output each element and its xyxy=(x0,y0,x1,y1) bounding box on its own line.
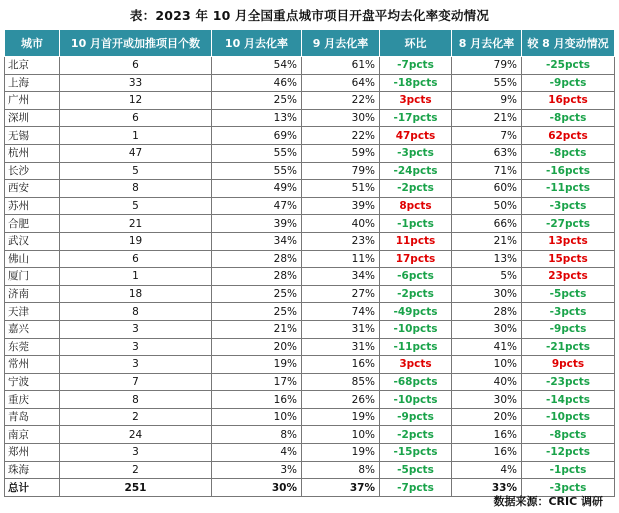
cell-vs-aug-change: -27pcts xyxy=(522,215,615,233)
cell-aug-rate: 40% xyxy=(452,373,522,391)
cell-sep-rate: 37% xyxy=(302,479,380,497)
table-row xyxy=(5,197,615,215)
cell-city: 济南 xyxy=(5,285,60,303)
cell-oct-rate: 21% xyxy=(212,320,302,338)
cell-city: 厦门 xyxy=(5,268,60,286)
col-header-oct: 10 月去化率 xyxy=(212,30,302,57)
cell-sep-rate: 79% xyxy=(302,162,380,180)
cell-city: 南京 xyxy=(5,426,60,444)
cell-count: 5 xyxy=(60,162,212,180)
cell-vs-aug-change: -10pcts xyxy=(522,408,615,426)
cell-oct-rate: 25% xyxy=(212,92,302,110)
cell-sep-rate: 40% xyxy=(302,215,380,233)
cell-vs-aug-change: -12pcts xyxy=(522,444,615,462)
cell-sep-rate: 11% xyxy=(302,250,380,268)
cell-oct-rate: 8% xyxy=(212,426,302,444)
cell-mom-change: -2pcts xyxy=(380,426,452,444)
cell-sep-rate: 22% xyxy=(302,92,380,110)
cell-sep-rate: 59% xyxy=(302,144,380,162)
table-row xyxy=(5,215,615,233)
cell-aug-rate: 16% xyxy=(452,426,522,444)
cell-oct-rate: 25% xyxy=(212,285,302,303)
cell-vs-aug-change: -25pcts xyxy=(522,57,615,75)
cell-mom-change: -6pcts xyxy=(380,268,452,286)
cell-mom-change: 8pcts xyxy=(380,197,452,215)
cell-mom-change: -17pcts xyxy=(380,109,452,127)
cell-mom-change: 11pcts xyxy=(380,232,452,250)
col-header-vs-aug: 较 8 月变动情况 xyxy=(522,30,615,57)
cell-city: 上海 xyxy=(5,74,60,92)
cell-vs-aug-change: -9pcts xyxy=(522,74,615,92)
table-row xyxy=(5,268,615,286)
cell-count: 47 xyxy=(60,144,212,162)
cell-mom-change: 47pcts xyxy=(380,127,452,145)
cell-count: 19 xyxy=(60,232,212,250)
cell-city: 宁波 xyxy=(5,373,60,391)
table-row xyxy=(5,461,615,479)
cell-vs-aug-change: -14pcts xyxy=(522,391,615,409)
cell-vs-aug-change: -8pcts xyxy=(522,426,615,444)
cell-mom-change: 3pcts xyxy=(380,92,452,110)
cell-sep-rate: 85% xyxy=(302,373,380,391)
cell-count: 3 xyxy=(60,320,212,338)
cell-sep-rate: 61% xyxy=(302,57,380,75)
cell-sep-rate: 19% xyxy=(302,444,380,462)
cell-oct-rate: 17% xyxy=(212,373,302,391)
col-header-sep: 9 月去化率 xyxy=(302,30,380,57)
cell-mom-change: -10pcts xyxy=(380,320,452,338)
cell-city: 佛山 xyxy=(5,250,60,268)
cell-count: 18 xyxy=(60,285,212,303)
cell-aug-rate: 30% xyxy=(452,285,522,303)
cell-vs-aug-change: -3pcts xyxy=(522,197,615,215)
cell-oct-rate: 16% xyxy=(212,391,302,409)
cell-sep-rate: 31% xyxy=(302,320,380,338)
cell-count: 3 xyxy=(60,356,212,374)
cell-count: 33 xyxy=(60,74,212,92)
cell-oct-rate: 39% xyxy=(212,215,302,233)
cell-aug-rate: 4% xyxy=(452,461,522,479)
cell-oct-rate: 55% xyxy=(212,144,302,162)
cell-oct-rate: 28% xyxy=(212,250,302,268)
col-header-count: 10 月首开或加推项目个数 xyxy=(60,30,212,57)
cell-oct-rate: 46% xyxy=(212,74,302,92)
table-row xyxy=(5,285,615,303)
cell-oct-rate: 28% xyxy=(212,268,302,286)
cell-vs-aug-change: -9pcts xyxy=(522,320,615,338)
cell-aug-rate: 10% xyxy=(452,356,522,374)
cell-aug-rate: 13% xyxy=(452,250,522,268)
cell-aug-rate: 66% xyxy=(452,215,522,233)
cell-mom-change: -18pcts xyxy=(380,74,452,92)
cell-mom-change: -15pcts xyxy=(380,444,452,462)
cell-vs-aug-change: 23pcts xyxy=(522,268,615,286)
cell-city: 深圳 xyxy=(5,109,60,127)
cell-sep-rate: 64% xyxy=(302,74,380,92)
table-row xyxy=(5,250,615,268)
cell-vs-aug-change: 15pcts xyxy=(522,250,615,268)
cell-mom-change: -2pcts xyxy=(380,180,452,198)
cell-vs-aug-change: 9pcts xyxy=(522,356,615,374)
cell-aug-rate: 79% xyxy=(452,57,522,75)
cell-aug-rate: 60% xyxy=(452,180,522,198)
table-row xyxy=(5,57,615,75)
cell-mom-change: -49pcts xyxy=(380,303,452,321)
cell-oct-rate: 49% xyxy=(212,180,302,198)
cell-vs-aug-change: 13pcts xyxy=(522,232,615,250)
cell-aug-rate: 50% xyxy=(452,197,522,215)
cell-aug-rate: 30% xyxy=(452,391,522,409)
cell-city: 北京 xyxy=(5,57,60,75)
cell-sep-rate: 34% xyxy=(302,268,380,286)
cell-aug-rate: 21% xyxy=(452,109,522,127)
table-row xyxy=(5,356,615,374)
cell-vs-aug-change: -21pcts xyxy=(522,338,615,356)
cell-mom-change: -3pcts xyxy=(380,144,452,162)
cell-oct-rate: 34% xyxy=(212,232,302,250)
cell-aug-rate: 28% xyxy=(452,303,522,321)
cell-mom-change: -9pcts xyxy=(380,408,452,426)
table-row xyxy=(5,303,615,321)
cell-vs-aug-change: -23pcts xyxy=(522,373,615,391)
cell-vs-aug-change: -1pcts xyxy=(522,461,615,479)
cell-city: 天津 xyxy=(5,303,60,321)
cell-vs-aug-change: -11pcts xyxy=(522,180,615,198)
cell-count: 7 xyxy=(60,373,212,391)
cell-aug-rate: 16% xyxy=(452,444,522,462)
cell-mom-change: -10pcts xyxy=(380,391,452,409)
table-row xyxy=(5,162,615,180)
col-header-aug: 8 月去化率 xyxy=(452,30,522,57)
cell-sep-rate: 10% xyxy=(302,426,380,444)
cell-oct-rate: 30% xyxy=(212,479,302,497)
cell-count: 6 xyxy=(60,250,212,268)
col-header-city: 城市 xyxy=(5,30,60,57)
cell-city: 青岛 xyxy=(5,408,60,426)
cell-sep-rate: 74% xyxy=(302,303,380,321)
cell-city: 武汉 xyxy=(5,232,60,250)
cell-mom-change: -68pcts xyxy=(380,373,452,391)
cell-sep-rate: 51% xyxy=(302,180,380,198)
cell-count: 1 xyxy=(60,268,212,286)
cell-mom-change: 17pcts xyxy=(380,250,452,268)
table-row xyxy=(5,180,615,198)
cell-sep-rate: 31% xyxy=(302,338,380,356)
cell-city: 郑州 xyxy=(5,444,60,462)
cell-vs-aug-change: 16pcts xyxy=(522,92,615,110)
cell-sep-rate: 26% xyxy=(302,391,380,409)
cell-count: 8 xyxy=(60,303,212,321)
cell-mom-change: -24pcts xyxy=(380,162,452,180)
cell-count: 8 xyxy=(60,391,212,409)
cell-aug-rate: 71% xyxy=(452,162,522,180)
cell-vs-aug-change: -8pcts xyxy=(522,144,615,162)
cell-sep-rate: 30% xyxy=(302,109,380,127)
cell-aug-rate: 41% xyxy=(452,338,522,356)
cell-count: 6 xyxy=(60,57,212,75)
cell-sep-rate: 39% xyxy=(302,197,380,215)
cell-city: 广州 xyxy=(5,92,60,110)
cell-aug-rate: 30% xyxy=(452,320,522,338)
cell-count: 21 xyxy=(60,215,212,233)
cell-mom-change: -5pcts xyxy=(380,461,452,479)
cell-count: 5 xyxy=(60,197,212,215)
cell-city: 东莞 xyxy=(5,338,60,356)
table-row xyxy=(5,74,615,92)
cell-mom-change: -1pcts xyxy=(380,215,452,233)
cell-mom-change: -11pcts xyxy=(380,338,452,356)
cell-city: 无锡 xyxy=(5,127,60,145)
cell-count: 251 xyxy=(60,479,212,497)
table-row xyxy=(5,92,615,110)
cell-aug-rate: 33% xyxy=(452,479,522,497)
cell-count: 12 xyxy=(60,92,212,110)
table-row xyxy=(5,391,615,409)
cell-sep-rate: 8% xyxy=(302,461,380,479)
table-row xyxy=(5,109,615,127)
cell-count: 3 xyxy=(60,338,212,356)
cell-oct-rate: 19% xyxy=(212,356,302,374)
cell-oct-rate: 55% xyxy=(212,162,302,180)
cell-count: 24 xyxy=(60,426,212,444)
table-title: 表：2023 年 10 月全国重点城市项目开盘平均去化率变动情况 xyxy=(129,8,490,23)
cell-vs-aug-change: -16pcts xyxy=(522,162,615,180)
cell-oct-rate: 10% xyxy=(212,408,302,426)
cell-mom-change: -2pcts xyxy=(380,285,452,303)
cell-oct-rate: 20% xyxy=(212,338,302,356)
table-body xyxy=(5,57,615,497)
cell-vs-aug-change: -8pcts xyxy=(522,109,615,127)
cell-count: 2 xyxy=(60,461,212,479)
cell-aug-rate: 9% xyxy=(452,92,522,110)
cell-city: 常州 xyxy=(5,356,60,374)
cell-oct-rate: 3% xyxy=(212,461,302,479)
cell-city: 合肥 xyxy=(5,215,60,233)
cell-count: 8 xyxy=(60,180,212,198)
cell-sep-rate: 27% xyxy=(302,285,380,303)
cell-vs-aug-change: -5pcts xyxy=(522,285,615,303)
cell-sep-rate: 23% xyxy=(302,232,380,250)
cell-vs-aug-change: 62pcts xyxy=(522,127,615,145)
data-table xyxy=(4,29,615,497)
cell-aug-rate: 63% xyxy=(452,144,522,162)
col-header-mom: 环比 xyxy=(380,30,452,57)
table-row xyxy=(5,373,615,391)
cell-city: 西安 xyxy=(5,180,60,198)
cell-count: 3 xyxy=(60,444,212,462)
cell-city: 总计 xyxy=(5,479,60,497)
table-row xyxy=(5,127,615,145)
cell-city: 珠海 xyxy=(5,461,60,479)
cell-city: 重庆 xyxy=(5,391,60,409)
cell-aug-rate: 20% xyxy=(452,408,522,426)
cell-oct-rate: 4% xyxy=(212,444,302,462)
table-row xyxy=(5,320,615,338)
cell-count: 1 xyxy=(60,127,212,145)
cell-aug-rate: 5% xyxy=(452,268,522,286)
cell-sep-rate: 22% xyxy=(302,127,380,145)
header-row xyxy=(5,30,615,57)
cell-mom-change: -7pcts xyxy=(380,57,452,75)
table-row xyxy=(5,444,615,462)
cell-mom-change: 3pcts xyxy=(380,356,452,374)
table-row xyxy=(5,232,615,250)
cell-oct-rate: 25% xyxy=(212,303,302,321)
cell-vs-aug-change: -3pcts xyxy=(522,479,615,497)
cell-city: 杭州 xyxy=(5,144,60,162)
cell-city: 苏州 xyxy=(5,197,60,215)
table-row xyxy=(5,426,615,444)
data-source: 数据来源：CRIC 调研 xyxy=(493,495,603,508)
cell-count: 6 xyxy=(60,109,212,127)
cell-sep-rate: 19% xyxy=(302,408,380,426)
table-row xyxy=(5,338,615,356)
cell-vs-aug-change: -3pcts xyxy=(522,303,615,321)
cell-oct-rate: 54% xyxy=(212,57,302,75)
cell-count: 2 xyxy=(60,408,212,426)
cell-city: 长沙 xyxy=(5,162,60,180)
table-row xyxy=(5,408,615,426)
table-row xyxy=(5,144,615,162)
cell-mom-change: -7pcts xyxy=(380,479,452,497)
cell-aug-rate: 21% xyxy=(452,232,522,250)
cell-oct-rate: 47% xyxy=(212,197,302,215)
cell-oct-rate: 13% xyxy=(212,109,302,127)
cell-sep-rate: 16% xyxy=(302,356,380,374)
cell-city: 嘉兴 xyxy=(5,320,60,338)
cell-oct-rate: 69% xyxy=(212,127,302,145)
cell-aug-rate: 7% xyxy=(452,127,522,145)
cell-aug-rate: 55% xyxy=(452,74,522,92)
